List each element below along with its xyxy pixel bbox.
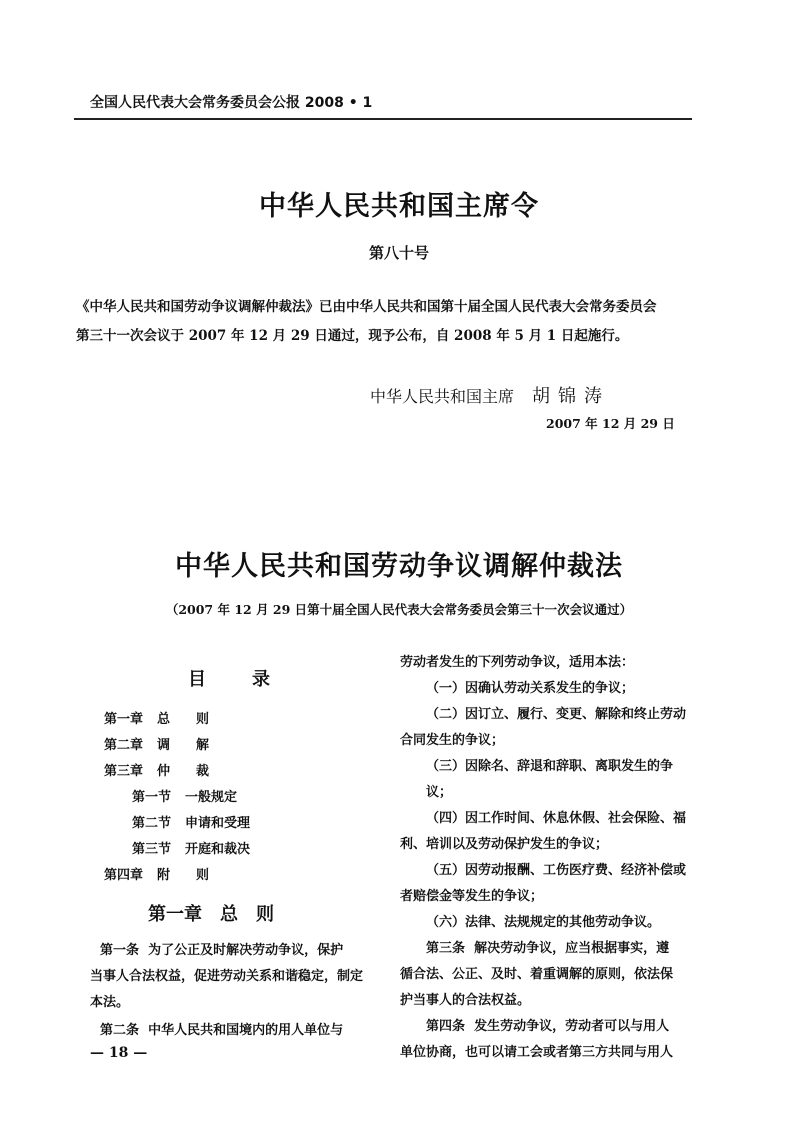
text-line: 合同发生的争议； — [400, 733, 505, 748]
right-column-text — [400, 650, 695, 1066]
toc-item-num: 第三章 — [104, 764, 144, 779]
toc-item[interactable] — [132, 838, 250, 857]
chapter-title-b: 则 — [256, 904, 274, 925]
toc-item[interactable] — [104, 708, 209, 727]
text-line: 者赔偿金等发生的争议； — [400, 889, 544, 904]
text-line: 循合法、公正、及时、着重调解的原则，依法保 — [400, 967, 674, 982]
toc-title — [188, 665, 270, 691]
toc-item-title: 附 则 — [157, 868, 210, 883]
article-text: 中华人民共和国境内的用人单位与 — [148, 1023, 344, 1038]
article-2 — [90, 1018, 376, 1044]
page-number: — 18 — — [90, 1045, 148, 1061]
toc-item-title: 开庭和裁决 — [185, 842, 251, 857]
order-body-line: 第三十一次会议于 2007 年 12 月 29 日通过，现予公布，自 2008 年 5 月 1 日起施行。 — [76, 328, 629, 344]
text-line: （四）因工作时间、休息休假、社会保险、福 — [426, 811, 687, 826]
toc-title-b: 录 — [252, 669, 270, 690]
text-line: （二）因订立、履行、变更、解除和终止劳动 — [426, 707, 687, 722]
signer-title: 中华人民共和国主席 — [370, 387, 515, 406]
article-lead: 第一条 — [100, 943, 140, 958]
signer-name: 胡锦涛 — [532, 386, 611, 407]
text-line: 护当事人的合法权益。 — [400, 993, 531, 1008]
order-title: 中华人民共和国主席令 — [259, 191, 539, 222]
article-lead: 第三条 — [426, 941, 466, 956]
text-line: （五）因劳动报酬、工伤医疗费、经济补偿或 — [426, 863, 687, 878]
toc-item-title: 调 解 — [157, 738, 210, 753]
toc-item[interactable] — [104, 760, 209, 779]
toc-item-num: 第三节 — [132, 842, 172, 857]
article-1 — [90, 938, 376, 1016]
text-line: 劳动者发生的下列劳动争议，适用本法： — [400, 655, 635, 670]
article-line: 本法。 — [90, 995, 130, 1010]
toc-item-num: 第二节 — [132, 816, 172, 831]
article-line: 当事人合法权益，促进劳动关系和谐稳定，制定 — [90, 969, 364, 984]
toc-item-title: 仲 裁 — [157, 764, 210, 779]
order-number: 第八十号 — [368, 244, 429, 262]
article-text: 发生劳动争议，劳动者可以与用人 — [474, 1019, 670, 1034]
article-lead: 第二条 — [100, 1023, 140, 1038]
text-line: 利、培训以及劳动保护发生的争议； — [400, 837, 609, 852]
law-title: 中华人民共和国劳动争议调解仲裁法 — [175, 551, 623, 582]
toc-item[interactable] — [104, 734, 209, 753]
chapter-title-a: 总 — [220, 904, 238, 925]
article-text: 为了公正及时解决劳动争议，保护 — [148, 943, 344, 958]
toc-title-a: 目 — [188, 669, 206, 690]
order-body-line: 《中华人民共和国劳动争议调解仲裁法》已由中华人民共和国第十届全国人民代表大会常务委员会 — [76, 299, 657, 315]
order-date: 2007 年 12 月 29 日 — [546, 416, 675, 431]
text-line: 单位协商，也可以请工会或者第三方共同与用人 — [400, 1045, 674, 1060]
law-subtitle: （2007 年 12 月 29 日第十届全国人民代表大会常务委员会第三十一次会议通过） — [165, 602, 633, 617]
text-line: （六）法律、法规规定的其他劳动争议。 — [426, 915, 661, 930]
toc-item-num: 第一节 — [132, 790, 172, 805]
order-body — [76, 293, 696, 351]
toc-item-num: 第二章 — [104, 738, 144, 753]
article-line — [90, 938, 376, 964]
toc-item[interactable] — [104, 864, 209, 883]
toc-item[interactable] — [132, 786, 237, 805]
article-lead: 第四条 — [426, 1019, 466, 1034]
chapter-heading — [148, 900, 274, 926]
text-line: （一）因确认劳动关系发生的争议； — [426, 681, 635, 696]
text-line — [400, 936, 695, 962]
toc-item-num: 第四章 — [104, 868, 144, 883]
text-line — [400, 1014, 695, 1040]
toc-item-num: 第一章 — [104, 712, 144, 727]
chapter-num: 第一章 — [148, 904, 202, 925]
toc-item-title: 申请和受理 — [185, 816, 251, 831]
article-line — [90, 1018, 376, 1044]
toc-item[interactable] — [132, 812, 250, 831]
text-line: （三）因除名、辞退和辞职、离职发生的争议； — [426, 759, 674, 800]
toc-item-title: 一般规定 — [185, 790, 238, 805]
article-text: 解决劳动争议，应当根据事实，遵 — [474, 941, 670, 956]
header-rule — [74, 118, 692, 120]
signature-line — [370, 382, 610, 408]
gazette-header: 全国人民代表大会常务委员会公报 2008 • 1 — [90, 95, 373, 111]
toc-item-title: 总 则 — [157, 712, 210, 727]
